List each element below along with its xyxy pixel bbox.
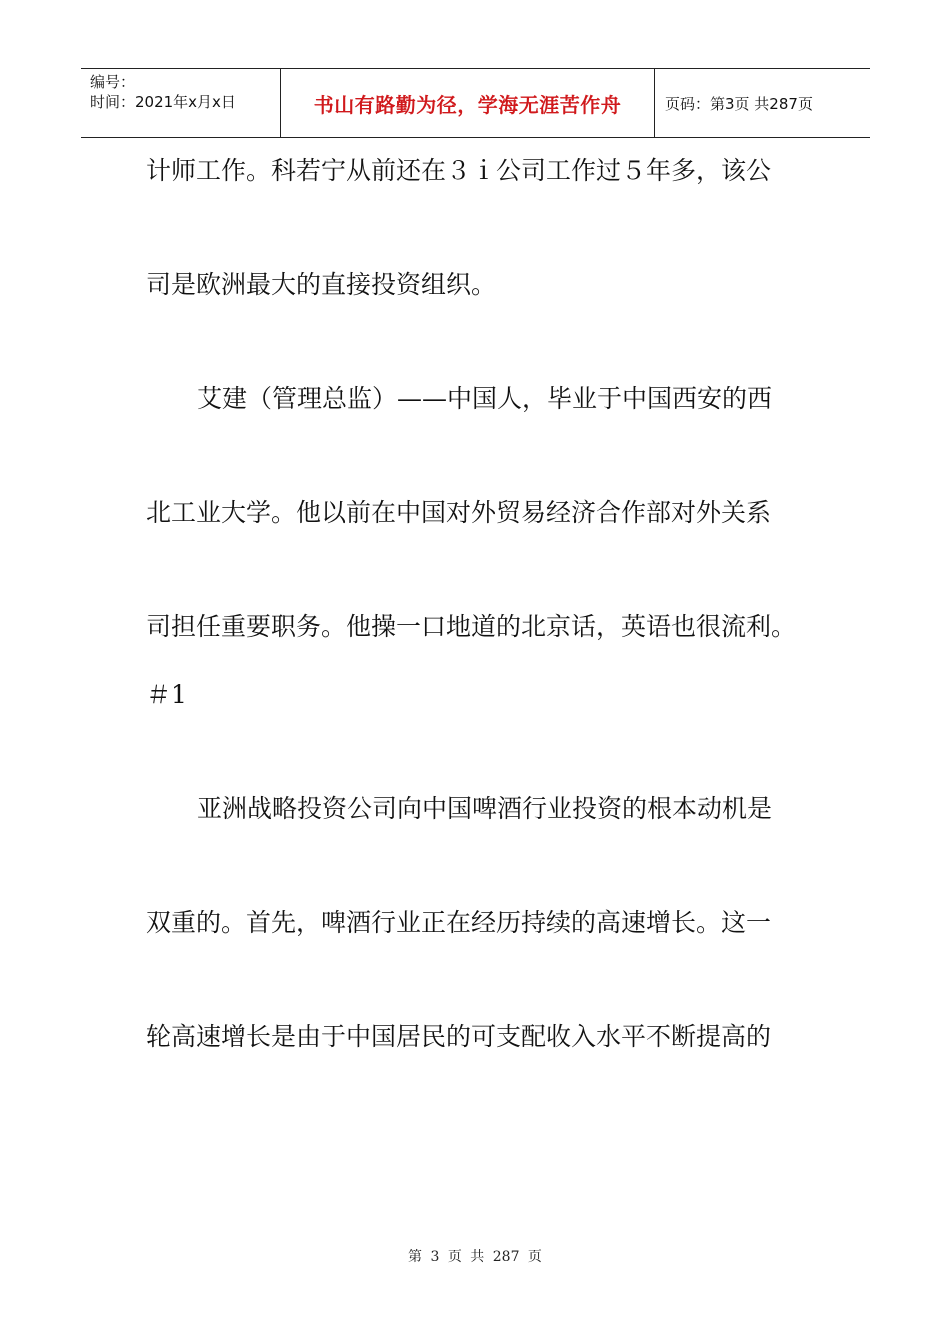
text-line: 计师工作。科若宁从前还在３ｉ公司工作过５年多，该公 xyxy=(146,156,772,185)
text-line: 艾建（管理总监）——中国人，毕业于中国西安的西 xyxy=(197,384,773,413)
text-line: 双重的。首先，啤酒行业正在经历持续的高速增长。这一 xyxy=(146,908,772,937)
text-line: 司是欧洲最大的直接投资组织。 xyxy=(146,270,497,299)
page-header xyxy=(81,68,870,138)
document-body xyxy=(146,156,806,1136)
header-page-code: 页码：第3页 共287页 xyxy=(665,94,813,113)
doc-time-label: 时间：2021年x月x日 xyxy=(90,93,236,111)
header-meta xyxy=(81,69,281,137)
text-line: 司担任重要职务。他操一口地道的北京话，英语也很流利。 xyxy=(146,612,797,641)
doc-number-label: 编号： xyxy=(90,73,136,91)
text-line: 北工业大学。他以前在中国对外贸易经济合作部对外关系 xyxy=(146,498,772,527)
text-line: 亚洲战略投资公司向中国啤酒行业投资的根本动机是 xyxy=(197,794,773,823)
section-marker: ＃1 xyxy=(146,680,187,709)
text-line: 轮高速增长是由于中国居民的可支配收入水平不断提高的 xyxy=(146,1022,772,1051)
header-motto: 书山有路勤为径，学海无涯苦作舟 xyxy=(281,69,655,137)
page-footer: 第 3 页 共 287 页 xyxy=(408,1249,542,1265)
